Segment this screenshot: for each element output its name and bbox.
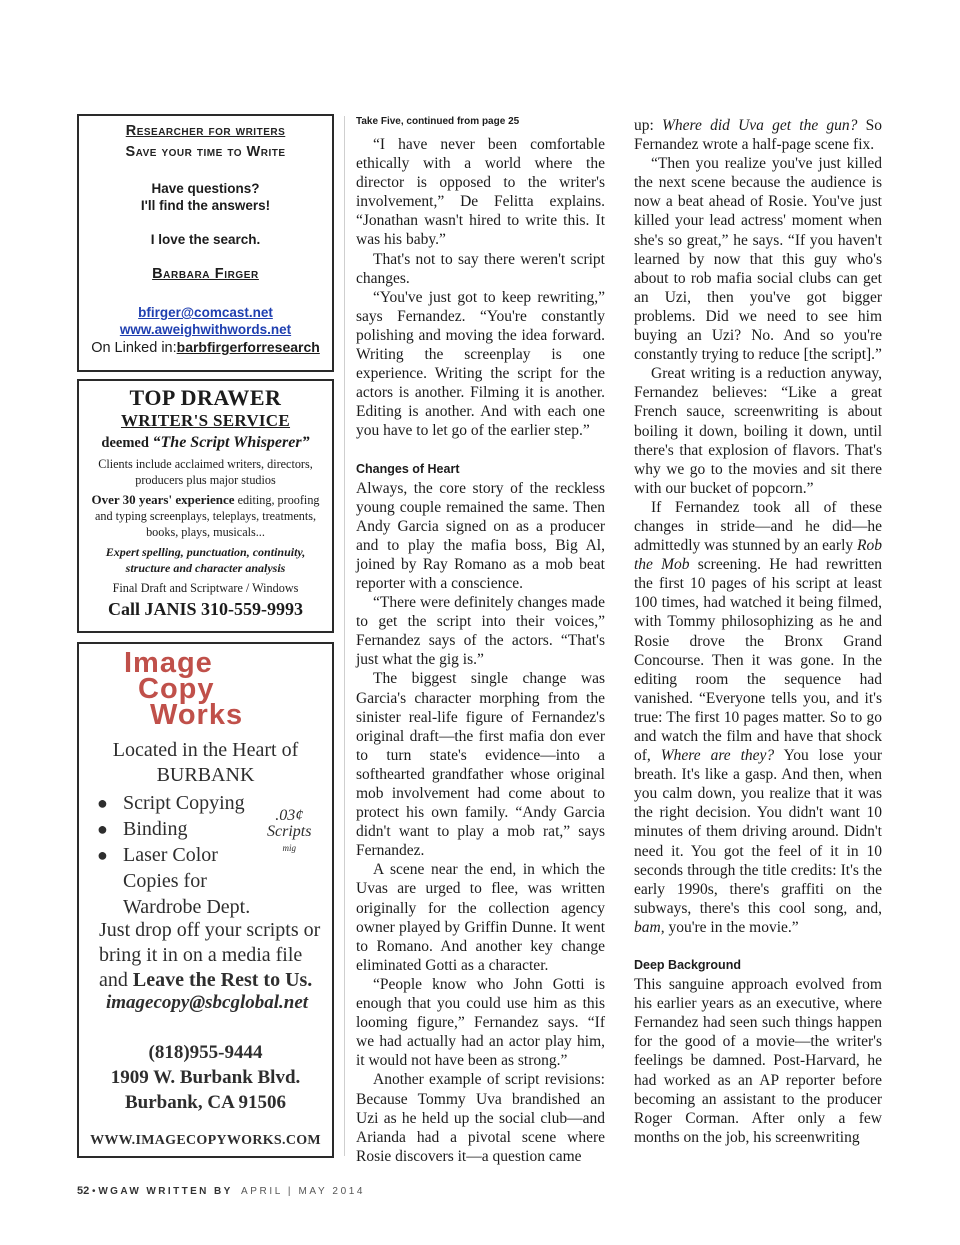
bullet-icon: • — [92, 1186, 96, 1197]
paragraph: “You've just got to keep rewriting,” says Fernandez. “You're constantly polishing and moving the idea forward. Writing the screenplay is one experience. Writing the script for the actors is another. Filming it is another. Editing is another. And with each one you have to let go of the earlier step.” — [356, 288, 605, 440]
ad-contact-name: Barbara Firger — [152, 266, 259, 282]
publication-name: WGAW WRITTEN BY — [98, 1186, 233, 1197]
ad-phone-number[interactable]: (818)955-9444 — [148, 1042, 263, 1063]
ad-expertise: Expert spelling, punctuation, continuity, structure and character analysis — [105, 545, 306, 575]
paragraph: “People know who John Gotti is enough that you could use him as this looming figure,” Fernandez says. “If we had actually had an actor play him, it would not have been as strong.” — [356, 975, 605, 1070]
paragraph: “There were definitely changes made to get the script into their voices,” Fernandez says of the actors. “That's just what the gig is.” — [356, 594, 605, 669]
film-title: Rob the Mob — [634, 537, 882, 574]
ad-software: Final Draft and Scriptware / Windows — [112, 581, 299, 595]
bullet-icon: ● — [97, 793, 108, 813]
paragraph: The biggest single change was Garcia's character morphing from the sinister real-life figure of Fernandez's original draft—the first mafia don ever to turn state's evidence—into a softhearted grandfather whose original mob involvement had come about to protect his own family. “Andy Garcia didn't want to play a mob rat,” says Fernandez. — [356, 670, 605, 860]
section-heading: Deep Background — [634, 958, 741, 973]
paragraph: up: Where did Uva get the gun? So Fernandez wrote a half-page scene fix. — [634, 117, 882, 154]
italic-quote: Where are they? — [660, 747, 775, 765]
italic-question: Where did Uva get the gun? — [662, 117, 858, 134]
ad-deemed — [85, 434, 326, 452]
article-column-2 — [634, 116, 882, 1147]
service-item-cont: Wardrobe Dept. — [123, 896, 251, 918]
ad-subheading: Save your time to Write — [125, 144, 286, 160]
italic-word: bam, — [634, 918, 665, 936]
ad-email[interactable]: imagecopy@sbcglobal.net — [106, 992, 309, 1013]
paragraph: If Fernandez took all of these changes in stride—and he did—he admittedly was stunned by an early Rob the Mob screening. He had rewritten the first 10 pages of his script at least 100 times, had watched it being filmed, with Tommy philosophizing as he and Rosie drove the Bronx Grand Concourse. Then it was gone. In the editing room the sequence had vanished. “Everyone tells you, and it's true: The first 10 pages matter. So to go and watch the film and have that shock of, Where are they? You lose your breath. It's like a gasp. And then, when you calm down, you realize that it was the right decision. You didn't want 10 minutes of them driving around. Didn't need it. You got the feel of it in 10 seconds through the title credits: It's the early 1990s, there's graffiti on the subways, there's this cool song, and, bam, you're in the movie.” — [634, 498, 883, 936]
ad-title: TOP DRAWER — [129, 385, 282, 410]
price-value: .03¢ — [275, 807, 304, 824]
service-item: ● Script Copying — [97, 792, 245, 814]
location-city: BURBANK — [156, 764, 255, 786]
researcher-ad — [77, 114, 334, 372]
top-drawer-ad — [77, 379, 334, 633]
image-copy-ad — [77, 642, 334, 1158]
experience-bold: Over 30 years' experience — [91, 492, 235, 507]
ad-tagline: I love the search. — [150, 232, 261, 247]
ad-drop-text: Just drop off your scripts or bring it in on a media file and Leave the Rest to Us. — [99, 919, 321, 991]
deemed-word: deemed — [101, 435, 149, 451]
website-link[interactable]: www.aweighwithwords.net — [119, 322, 292, 337]
service-list — [97, 790, 350, 920]
price-note — [267, 808, 311, 856]
location-line: Located in the Heart of — [112, 739, 299, 761]
email-link[interactable]: bfirger@comcast.net — [138, 305, 273, 320]
linkedin-line — [79, 339, 332, 356]
paragraph: A scene near the end, in which the Uvas are urged to flee, was written originally for the collection agency owner played by Griffin Dunne. It went to Romano. And another key change eliminated Gotti as a character. — [356, 861, 605, 974]
paragraph: This sanguine approach evolved from his earlier years as an executive, where Fernandez had seen such things happen for the good of a movie—the writer's feelings be damned. Post-Harvard, he had worked as an AP reporter before becoming an assistant to the producer Roger Corman. After only a few months on the job, his screenwriting — [634, 976, 882, 1146]
paragraph: That's not to say there weren't script changes. — [356, 250, 605, 287]
logo-line: Copy — [138, 673, 215, 705]
paragraph: “I have never been comfortable ethically with a world where the director is opposed to the writer's involvement,” De Felitta explains. “Jonathan wasn't hired to write this. It was his baby.” — [356, 136, 605, 249]
ad-question — [79, 180, 332, 214]
deemed-quote: “The Script Whisperer” — [152, 434, 310, 451]
logo-line: Image — [124, 647, 213, 679]
service-item-cont: Copies for — [123, 870, 207, 892]
experience-rest: editing, proofing and typing screenplays, teleplays, treatments, books, plays, musicals... — [95, 493, 320, 539]
ad-address — [79, 1040, 332, 1115]
section-heading: Changes of Heart — [356, 461, 460, 476]
address-line: 1909 W. Burbank Blvd. — [110, 1067, 301, 1088]
page-number: 52 — [77, 1185, 90, 1197]
address-line: Burbank, CA 91506 — [124, 1092, 287, 1113]
ad-clients: Clients include acclaimed writers, directors, producers plus major studios — [98, 457, 313, 487]
linkedin-handle[interactable]: barbfirgerforresearch — [176, 339, 320, 355]
linkedin-prefix: On Linked in: — [91, 340, 177, 356]
page-footer — [77, 1185, 365, 1197]
ad-answer-line: I'll find the answers! — [140, 198, 271, 213]
ad-question-line: Have questions? — [151, 181, 260, 196]
paragraph: Another example of script revisions: Because Tommy Uva brandished an Uzi as he held up the social club—and Arianda had a pivotal scene where Rosie discovers it—a question came — [356, 1071, 605, 1165]
ad-heading: Researcher for writers — [125, 123, 286, 139]
logo-line: Works — [150, 699, 244, 731]
service-item: ● Binding — [97, 818, 188, 840]
service-item: ● Laser Color — [97, 844, 218, 866]
column-divider — [344, 116, 345, 1156]
ad-experience — [85, 492, 326, 540]
price-footnote: mig — [282, 843, 296, 853]
ad-location — [79, 738, 332, 788]
article-column-1 — [356, 116, 605, 1166]
paragraph: Always, the core story of the reckless young couple remained the same. Then Andy Garcia signed on as a producer and to play the mafia boss, Big Al, joined by Ray Romano as a mob beat reporter with a conscience. — [356, 479, 605, 592]
paragraph: Great writing is a reduction anyway, Fernandez believes: “Like a great French sauce, screenwriting is about boiling it down, boiling it down, until there's that explosion of flavors. That's why we go to the movies and sit there with our bucket of popcorn.” — [634, 365, 882, 497]
ad-website[interactable]: WWW.IMAGECOPYWORKS.COM — [90, 1133, 321, 1148]
issue-date: APRIL | MAY 2014 — [241, 1186, 366, 1197]
bullet-icon: ● — [97, 819, 108, 839]
ad-subtitle: WRITER'S SERVICE — [120, 411, 291, 430]
drop-bold: Leave the Rest to Us. — [132, 969, 313, 991]
price-unit: Scripts — [267, 823, 312, 840]
continued-line: Take Five, continued from page 25 — [356, 116, 520, 127]
paragraph: “Then you realize you've just killed the next scene because the audience is now a beat ahead of Rosie. You've just killed your lead actress' moment when she's so great,” he says. “If you haven't learned by now that this guy who's about to rob mafia social clubs can get an Uzi, then you've got bigger problems. Did we need to see him buying an Uzi? No. And so you're constantly trying to reduce [the script].” — [634, 155, 882, 364]
ad-phone[interactable]: Call JANIS 310-559-9993 — [107, 599, 303, 619]
bullet-icon: ● — [97, 845, 108, 865]
image-copy-logo — [124, 647, 244, 731]
